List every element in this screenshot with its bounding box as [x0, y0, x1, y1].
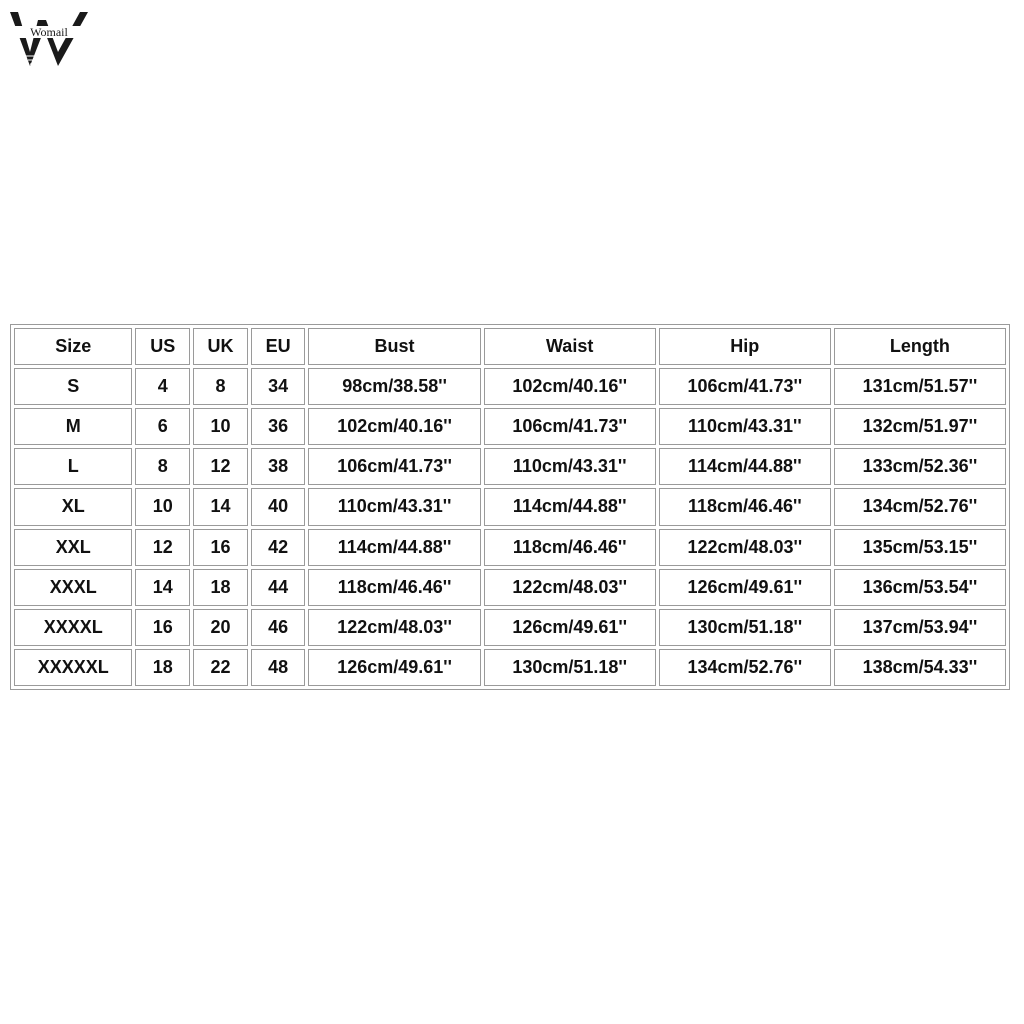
cell-uk: 14	[193, 488, 248, 525]
header-us: US	[135, 328, 190, 365]
cell-uk: 10	[193, 408, 248, 445]
table-row	[14, 448, 1006, 485]
header-bust: Bust	[308, 328, 480, 365]
cell-size: XXXL	[14, 569, 132, 606]
header-uk: UK	[193, 328, 248, 365]
cell-length: 131cm/51.57''	[834, 368, 1006, 405]
cell-us: 8	[135, 448, 190, 485]
table-row	[14, 368, 1006, 405]
cell-length: 133cm/52.36''	[834, 448, 1006, 485]
cell-hip: 114cm/44.88''	[659, 448, 831, 485]
header-size: Size	[14, 328, 132, 365]
size-chart-table	[10, 324, 1010, 690]
table-row	[14, 529, 1006, 566]
cell-waist: 126cm/49.61''	[484, 609, 656, 646]
cell-us: 16	[135, 609, 190, 646]
cell-us: 14	[135, 569, 190, 606]
cell-waist: 118cm/46.46''	[484, 529, 656, 566]
cell-us: 12	[135, 529, 190, 566]
cell-uk: 16	[193, 529, 248, 566]
cell-hip: 110cm/43.31''	[659, 408, 831, 445]
table-row	[14, 569, 1006, 606]
cell-us: 6	[135, 408, 190, 445]
cell-size: XXL	[14, 529, 132, 566]
cell-size: XXXXXL	[14, 649, 132, 686]
header-hip: Hip	[659, 328, 831, 365]
cell-uk: 18	[193, 569, 248, 606]
cell-waist: 110cm/43.31''	[484, 448, 656, 485]
cell-size: S	[14, 368, 132, 405]
cell-waist: 102cm/40.16''	[484, 368, 656, 405]
cell-size: XL	[14, 488, 132, 525]
cell-eu: 44	[251, 569, 306, 606]
cell-bust: 126cm/49.61''	[308, 649, 480, 686]
cell-uk: 20	[193, 609, 248, 646]
cell-eu: 48	[251, 649, 306, 686]
cell-length: 136cm/53.54''	[834, 569, 1006, 606]
cell-uk: 8	[193, 368, 248, 405]
cell-length: 134cm/52.76''	[834, 488, 1006, 525]
cell-length: 137cm/53.94''	[834, 609, 1006, 646]
table-row	[14, 408, 1006, 445]
cell-eu: 34	[251, 368, 306, 405]
cell-bust: 114cm/44.88''	[308, 529, 480, 566]
cell-eu: 42	[251, 529, 306, 566]
table-row	[14, 488, 1006, 525]
cell-bust: 110cm/43.31''	[308, 488, 480, 525]
cell-waist: 106cm/41.73''	[484, 408, 656, 445]
cell-bust: 102cm/40.16''	[308, 408, 480, 445]
logo-text: Womail	[30, 25, 68, 39]
header-waist: Waist	[484, 328, 656, 365]
cell-bust: 118cm/46.46''	[308, 569, 480, 606]
cell-length: 135cm/53.15''	[834, 529, 1006, 566]
cell-hip: 118cm/46.46''	[659, 488, 831, 525]
cell-size: M	[14, 408, 132, 445]
cell-uk: 12	[193, 448, 248, 485]
cell-size: XXXXL	[14, 609, 132, 646]
cell-hip: 122cm/48.03''	[659, 529, 831, 566]
cell-waist: 130cm/51.18''	[484, 649, 656, 686]
cell-waist: 122cm/48.03''	[484, 569, 656, 606]
cell-us: 10	[135, 488, 190, 525]
cell-hip: 130cm/51.18''	[659, 609, 831, 646]
table-header-row	[14, 328, 1006, 365]
header-length: Length	[834, 328, 1006, 365]
cell-eu: 46	[251, 609, 306, 646]
cell-eu: 38	[251, 448, 306, 485]
brand-logo	[8, 8, 90, 70]
cell-us: 4	[135, 368, 190, 405]
cell-length: 138cm/54.33''	[834, 649, 1006, 686]
cell-hip: 106cm/41.73''	[659, 368, 831, 405]
cell-hip: 126cm/49.61''	[659, 569, 831, 606]
cell-waist: 114cm/44.88''	[484, 488, 656, 525]
cell-bust: 106cm/41.73''	[308, 448, 480, 485]
cell-bust: 122cm/48.03''	[308, 609, 480, 646]
cell-size: L	[14, 448, 132, 485]
cell-us: 18	[135, 649, 190, 686]
cell-eu: 40	[251, 488, 306, 525]
cell-uk: 22	[193, 649, 248, 686]
table-row	[14, 649, 1006, 686]
cell-length: 132cm/51.97''	[834, 408, 1006, 445]
table-row	[14, 609, 1006, 646]
cell-hip: 134cm/52.76''	[659, 649, 831, 686]
womail-w-logo-icon	[8, 8, 90, 70]
cell-bust: 98cm/38.58''	[308, 368, 480, 405]
cell-eu: 36	[251, 408, 306, 445]
header-eu: EU	[251, 328, 306, 365]
